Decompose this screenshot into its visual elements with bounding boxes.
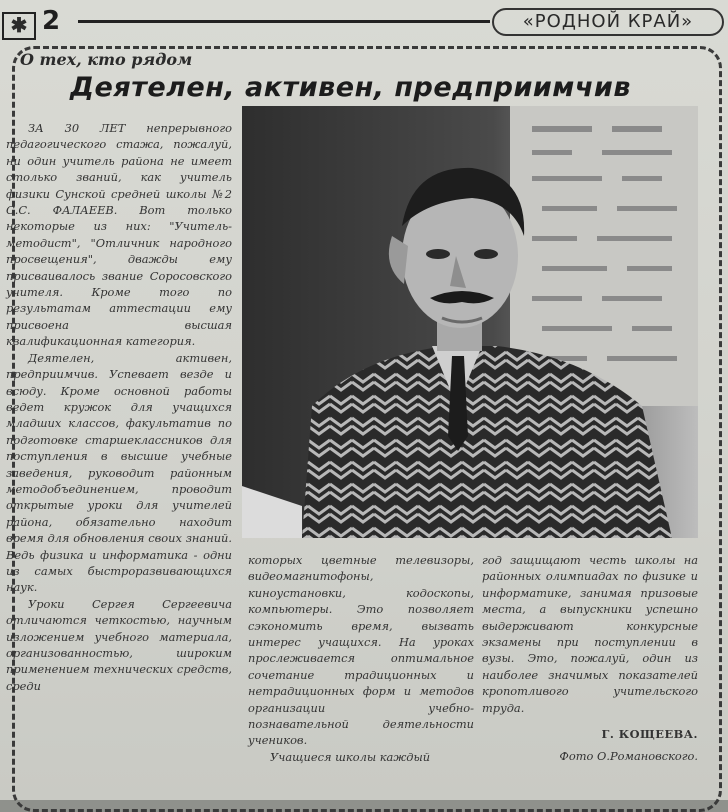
star-icon: ✱	[2, 12, 36, 40]
headline: Деятелен, активен, предприимчив	[70, 72, 631, 103]
author-signature: Г. КОЩЕЕВА.	[601, 727, 698, 742]
paragraph: Уроки Сергея Сергеевича отличаются четкостью, научным изложением учебного материала, организованностью, широким применением технических средств, среди	[6, 596, 232, 693]
teacher-photo	[242, 106, 698, 538]
masthead-rule	[78, 20, 490, 23]
paragraph: год защищают честь школы на районных олимпиадах по физике и информатике, занимая призовые места, а выпускники успешно выдерживают конкурсные экзамены при поступлении в вузы. Это, пожалуй, один из наиболее значимых показателей кропотливого учительского труда.	[482, 553, 698, 715]
rubric: О тех, кто рядом	[20, 50, 193, 69]
portrait-illustration	[242, 106, 698, 538]
article-column-1	[6, 120, 232, 694]
newspaper-name: «РОДНОЙ КРАЙ»	[492, 8, 724, 36]
paragraph: Учащиеся школы каждый	[270, 749, 431, 764]
article-column-3	[482, 552, 698, 765]
masthead	[0, 4, 728, 38]
paragraph: Деятелен, активен, предприимчив. Успевает везде и всюду. Кроме основной работы ведет кружок для учащихся младших классов, факультатив по подготовке старшеклассников для поступления в высшие учебные заведения, руководит районным методобъединением, проводит открытые уроки для учителей района, обязательно находит время для обновления своих знаний. Ведь физика и информатика - одни из самых быстроразвивающихся наук.	[6, 350, 232, 595]
article-column-2	[248, 552, 474, 765]
page-number: 2	[42, 6, 61, 36]
photo-credit: Фото О.Романовского.	[559, 749, 698, 764]
paragraph: ЗА 30 ЛЕТ непрерывного педагогического стажа, пожалуй, ни один учитель района не имеет столько званий, как учитель физики Сунской средней школы №2 С.С. ФАЛАЕЕВ. Вот только некоторые из них: "Учитель-методист", "Отличник народного просвещения", дважды ему присваивалось звание Соросовского учителя. Кроме того по результатам аттестации ему присвоена высшая квалификационная категория.	[6, 121, 232, 349]
paragraph: которых цветные телевизоры, видеомагнитофоны, киноустановки, кодоскопы, компьютеры. Это позволяет сэкономить время, вызвать интерес учащихся. На уроках прослеживается оптимальное сочетание традиционных и нетрадиционных форм и методов организации учебно-познавательной деятельности учеников.	[248, 553, 474, 748]
